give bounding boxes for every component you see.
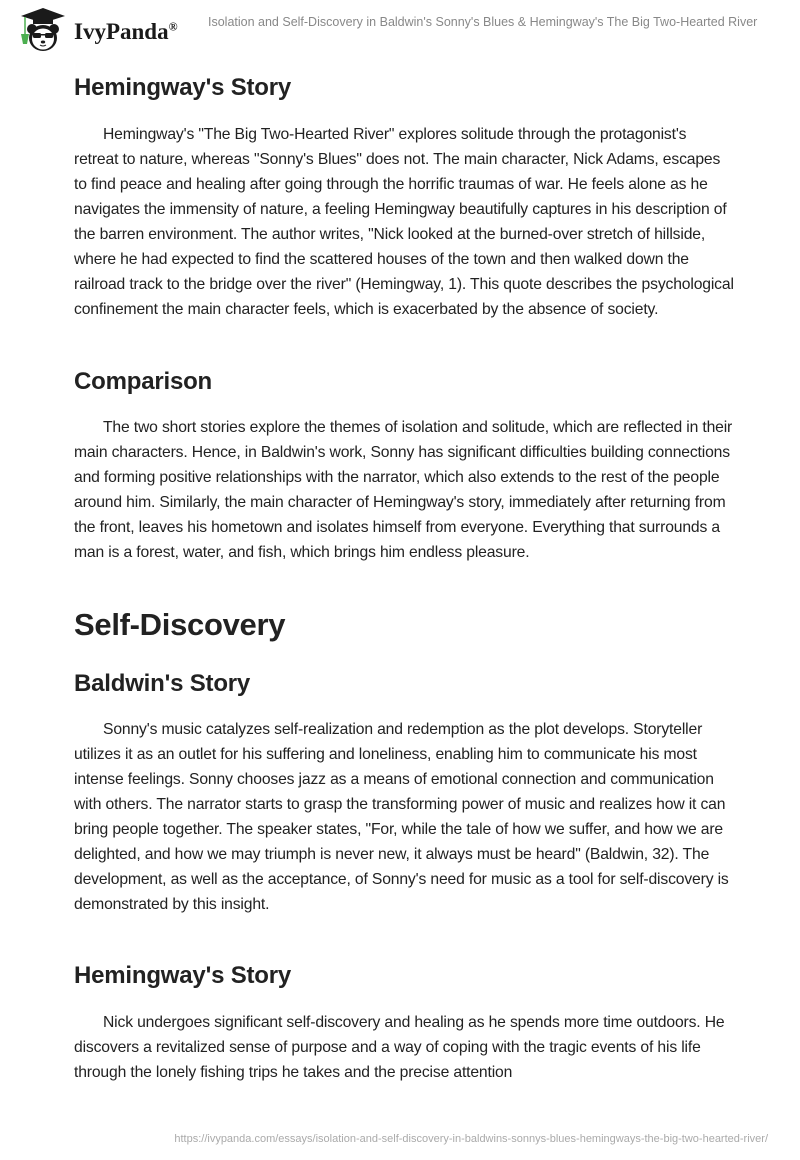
document-title: Isolation and Self-Discovery in Baldwin's Sonny's Blues & Hemingway's The Big Two-Hearted River bbox=[208, 15, 758, 29]
source-url[interactable]: https://ivypanda.com/essays/isolation-and-self-discovery-in-baldwins-sonnys-blues-hemingways-the-big-two-hearted-river/ bbox=[174, 1133, 768, 1145]
section-heading-comparison: Comparison bbox=[74, 368, 213, 395]
logo-text: IvyPanda bbox=[74, 19, 169, 44]
panda-graduate-icon bbox=[16, 6, 70, 54]
paragraph-hemingway-story-2: Nick undergoes significant self-discovery and healing as he spends more time outdoors. He discovers a revitalized sense of purpose and a way of coping with the tragic events of his life through the lonely fishing trips he takes and the precise attention bbox=[74, 1014, 725, 1081]
section-heading-baldwin-story: Baldwin's Story bbox=[74, 670, 251, 697]
paragraph-hemingway-story: Hemingway's "The Big Two-Hearted River" explores solitude through the protagonist's retreat to nature, whereas "Sonny's Blues" does not. The main character, Nick Adams, escapes to find peace and healing after going through the horrific traumas of war. He feels alone as he navigates the immensity of nature, a feeling Hemingway beautifully captures in his description of the barren environment. The author writes, "Nick looked at the burned-over stretch of hillside, where he had expected to find the scattered houses of the town and then walked down the railroad track to the bridge over the river" (Hemingway, 1). This quote describes the psychological confinement the main character feels, which is exacerbated by the absence of society. bbox=[74, 126, 734, 318]
logo-wordmark bbox=[74, 19, 178, 45]
paragraph-baldwin-story: Sonny's music catalyzes self-realization and redemption as the plot develops. Storyteller utilizes it as an outlet for his suffering and loneliness, enabling him to communicate his most intense feelings. Sonny chooses jazz as a means of emotional connection and communication with others. The narrator starts to grasp the transforming power of music and realizes how it can bring people together. The speaker states, "For, while the tale of how we suffer, and how we are delighted, and how we may triumph is never new, it always must be heard" (Baldwin, 32). The development, as well as the acceptance, of Sonny's need for music as a tool for self-discovery is demonstrated by this insight. bbox=[74, 721, 729, 913]
registered-mark: ® bbox=[168, 19, 178, 34]
page-header bbox=[0, 0, 800, 60]
section-heading-self-discovery: Self-Discovery bbox=[74, 607, 286, 642]
paragraph-comparison: The two short stories explore the themes of isolation and solitude, which are reflected in their main characters. Hence, in Baldwin's work, Sonny has significant difficulties building connections and forming positive relationships with the narrator, which also extends to the rest of the people around him. Similarly, the main character of Hemingway's story, immediately after returning from the front, leaves his hometown and isolates himself from everyone. Everything that surrounds a man is a forest, water, and fish, which brings him endless pleasure. bbox=[74, 419, 733, 561]
section-heading-hemingway-story: Hemingway's Story bbox=[74, 74, 292, 101]
section-heading-hemingway-story-2: Hemingway's Story bbox=[74, 962, 292, 989]
ivypanda-logo[interactable] bbox=[16, 6, 178, 54]
